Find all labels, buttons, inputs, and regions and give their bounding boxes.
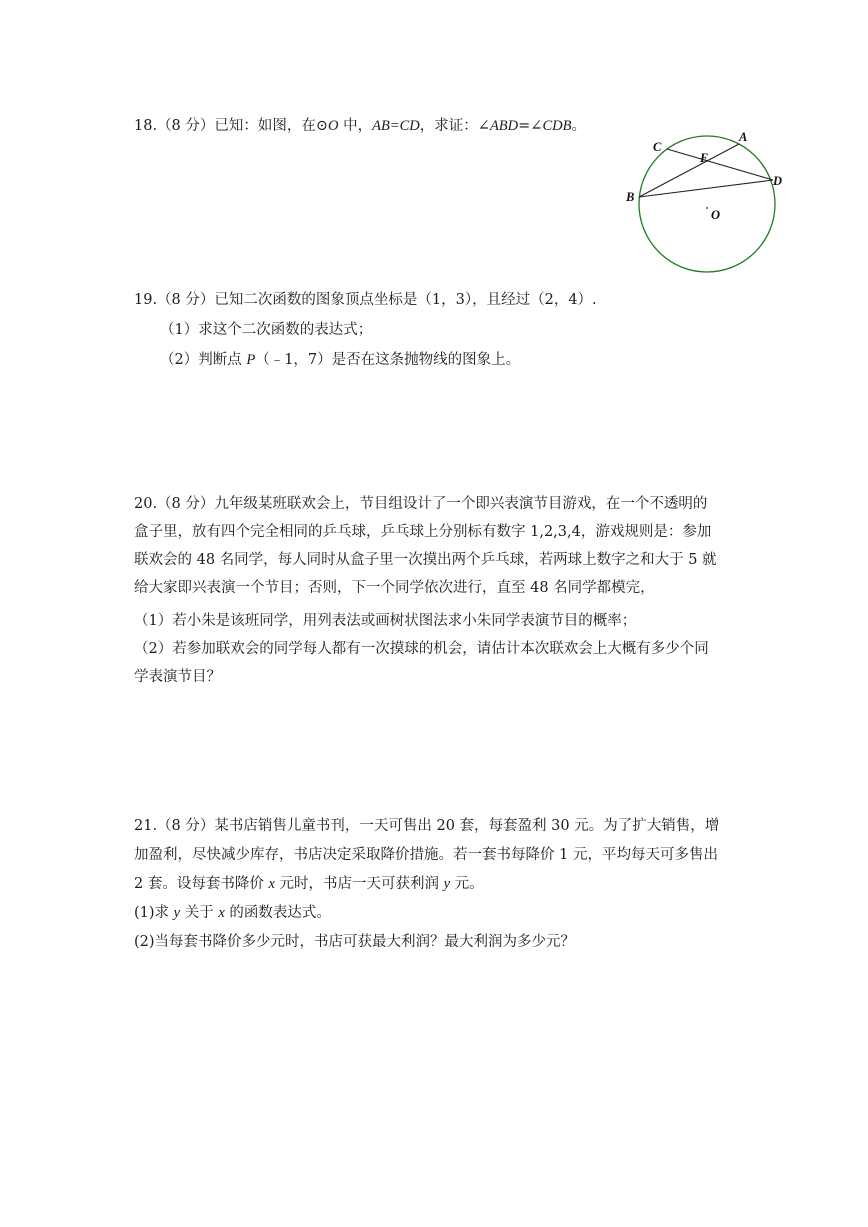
circle-diagram	[620, 128, 785, 276]
q21-text: 的函数表达式。	[224, 905, 331, 921]
q21-text: 元时，书店一天可获利润	[274, 876, 444, 892]
q18-text-part: ，求证：∠	[419, 118, 490, 134]
q18-circle-figure	[620, 128, 785, 276]
label-c: C	[653, 140, 662, 154]
q18-angle-abd: ABD	[489, 118, 519, 134]
q18-text-part: （8 分）已知：如图，在⊙	[157, 118, 329, 134]
label-o: O	[711, 208, 721, 222]
q18-number: 18.	[134, 118, 158, 134]
var-x: x	[218, 905, 225, 921]
q18-angle-cdb: CDB	[542, 118, 572, 134]
chord-bd	[639, 180, 773, 197]
q18-text-part: 。	[571, 118, 586, 134]
q20-stem-line-4: 给大家即兴表演一个节目；否则，下一个同学依次进行，直至 48 名同学都模完，	[134, 580, 655, 596]
q20-part-2-line-2: 学表演节目？	[134, 669, 221, 685]
q18-text-part: 中，	[338, 118, 373, 134]
label-b: B	[626, 190, 635, 204]
label-d: D	[773, 174, 783, 188]
q20-stem-line-3: 联欢会的 48 名同学，每人同时从盒子里一次摸出两个乒乓球，若两球上数字之和大于 5 就	[134, 552, 717, 568]
q21-stem-line-1: 21.（8 分）某书店销售儿童书刊，一天可售出 20 套，每套盈利 30 元。为了扩大销售，增	[134, 818, 720, 834]
label-e: E	[700, 151, 709, 165]
q21-part-1	[134, 903, 331, 923]
point-p: P	[246, 352, 256, 368]
q21-text: (1)求	[134, 905, 174, 921]
center-point	[706, 207, 708, 209]
var-x: x	[268, 876, 275, 892]
q19-part-2-text: （﹣1，7）是否在这条抛物线的图象上。	[255, 352, 521, 368]
q21-stem-line-2: 加盈利，尽快减少库存，书店决定采取降价措施。若一套书每降价 1 元，平均每天可多售出	[134, 847, 718, 863]
q21-stem-line-3	[134, 874, 484, 894]
q18-text	[134, 116, 586, 136]
var-y: y	[173, 905, 181, 921]
var-y: y	[443, 876, 451, 892]
q21-part-2: (2)当每套书降价多少元时，书店可获最大利润？最大利润为多少元？	[134, 934, 576, 950]
q20-part-1: （1）若小朱是该班同学，用列表法或画树状图法求小朱同学表演节目的概率；	[134, 613, 637, 629]
q18-given: AB=CD	[372, 118, 420, 134]
q19-stem: 19.（8 分）已知二次函数的图象顶点坐标是（1，3），且经过（2，4）.	[134, 292, 597, 308]
label-a: A	[739, 130, 748, 144]
q19-part-2	[160, 350, 520, 370]
q21-text: 2 套。设每套书降价	[134, 876, 269, 892]
q19-part-1: （1）求这个二次函数的表达式；	[160, 322, 373, 338]
q19-part-2-text: （2）判断点	[160, 352, 247, 368]
q21-text: 元。	[450, 876, 484, 892]
q20-stem-line-2: 盒子里，放有四个完全相同的乒乓球，乒乓球上分别标有数字 1,2,3,4，游戏规则是：参加	[134, 524, 712, 540]
q20-part-2-line-1: （2）若参加联欢会的同学每人都有一次摸球的机会，请估计本次联欢会上大概有多少个同	[134, 641, 709, 657]
q18-text-part: =∠	[518, 118, 543, 134]
q20-stem-line-1: 20.（8 分）九年级某班联欢会上，节目组设计了一个即兴表演节目游戏，在一个不透明的	[134, 496, 708, 512]
q18-circle-name: O	[328, 118, 339, 134]
q21-text: 关于	[180, 905, 219, 921]
